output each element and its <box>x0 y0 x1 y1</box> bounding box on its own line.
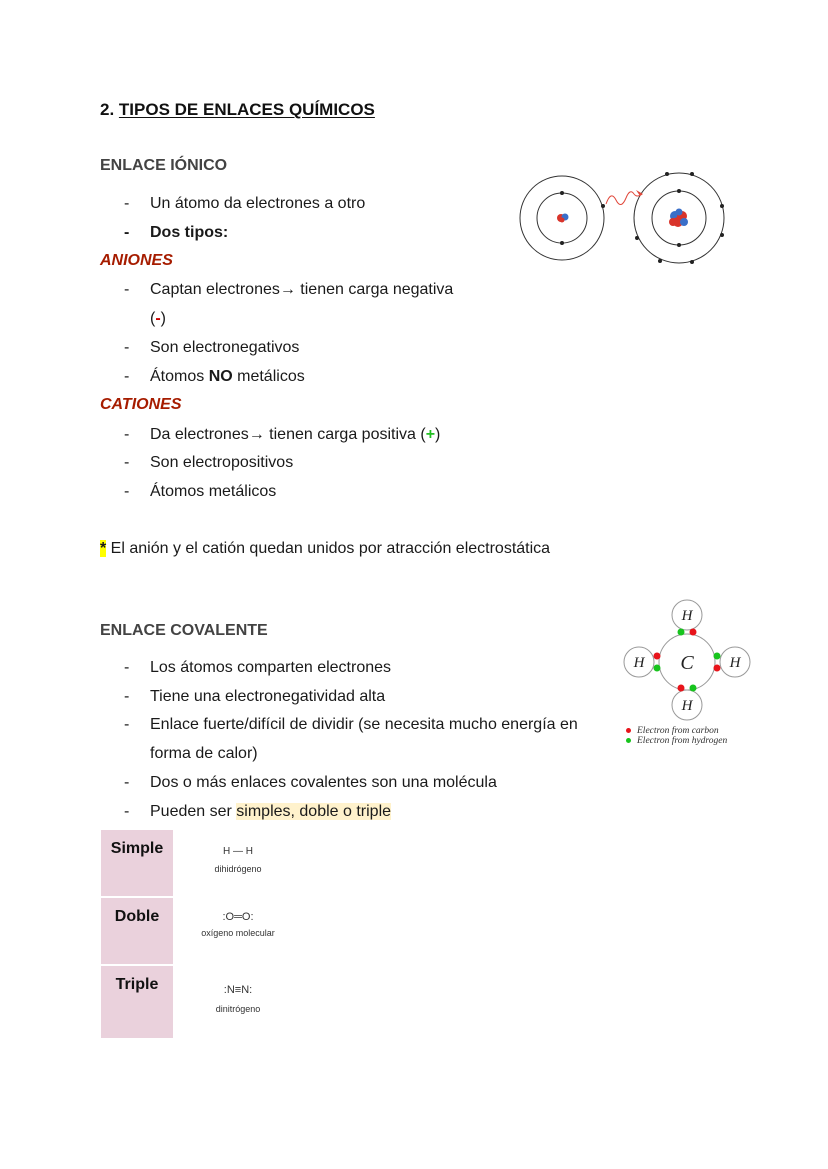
list-item-continuation: (-) <box>150 310 166 327</box>
table-row <box>101 898 301 964</box>
list-item: - Un átomo da electrones a otro <box>124 195 366 212</box>
ionic-heading: ENLACE IÓNICO <box>100 157 228 174</box>
bond-formula: H — H <box>223 846 253 857</box>
section-title: TIPOS DE ENLACES QUÍMICOS <box>118 100 375 119</box>
cationes-heading: CATIONES <box>100 396 182 413</box>
diagram-legend <box>626 726 727 746</box>
bond-type-cell: Doble <box>101 898 173 964</box>
aniones-heading: ANIONES <box>100 252 173 269</box>
svg-text:H: H <box>633 655 645 671</box>
svg-text:C: C <box>680 652 694 674</box>
bond-types-table <box>101 830 301 1038</box>
red-dot-icon <box>626 728 631 733</box>
bond-type-cell: Simple <box>101 830 173 896</box>
methane-lewis-diagram <box>620 598 755 723</box>
page-title <box>100 100 375 120</box>
list-item: - Da electrones→ tienen carga positiva (+) <box>124 426 441 443</box>
svg-text:H: H <box>681 608 693 624</box>
list-item: - Dos o más enlaces covalentes son una molécula <box>124 774 497 791</box>
bond-name: dihidrógeno <box>214 864 262 874</box>
positive-sign: + <box>425 426 436 443</box>
negative-sign: - <box>155 310 161 327</box>
covalent-heading: ENLACE COVALENTE <box>100 622 268 639</box>
section-number: 2. <box>100 100 115 119</box>
nucleus-large-icon <box>669 209 688 228</box>
list-item: - Enlace fuerte/difícil de dividir (se necesita mucho energía en <box>124 716 578 733</box>
nucleus-small-icon <box>557 214 569 223</box>
svg-text:H: H <box>729 655 741 671</box>
bond-name: oxígeno molecular <box>201 928 275 938</box>
legend-item: Electron from carbon <box>626 726 727 736</box>
list-item: - Captan electrones→ tienen carga negativa <box>124 281 454 298</box>
list-item: - Tiene una electronegatividad alta <box>124 688 386 705</box>
note: * El anión y el catión quedan unidos por atracción electrostática <box>100 540 551 557</box>
bond-type-cell: Triple <box>101 966 173 1038</box>
list-item: - Átomos metálicos <box>124 483 277 500</box>
bond-formula: :O═O: <box>222 911 254 923</box>
table-row <box>101 830 301 896</box>
list-item: - Pueden ser simples, doble o triple <box>124 803 392 820</box>
highlighted-text: simples, doble o triple <box>236 803 392 820</box>
bond-name: dinitrógeno <box>215 1004 261 1014</box>
list-item: - Son electronegativos <box>124 339 300 356</box>
list-item: - Átomos NO metálicos <box>124 368 305 385</box>
list-item: - Son electropositivos <box>124 454 294 471</box>
legend-item: Electron from hydrogen <box>626 736 727 746</box>
table-row <box>101 966 301 1038</box>
green-dot-icon <box>626 738 631 743</box>
bond-formula: :N≡N: <box>223 984 253 996</box>
ionic-bond-atoms-diagram <box>512 162 732 274</box>
list-item: - Los átomos comparten electrones <box>124 659 392 676</box>
svg-text:H: H <box>681 698 693 714</box>
list-item: - Dos tipos: <box>124 224 229 241</box>
list-item-continuation: forma de calor) <box>150 745 258 762</box>
asterisk-highlight: * <box>100 540 107 557</box>
